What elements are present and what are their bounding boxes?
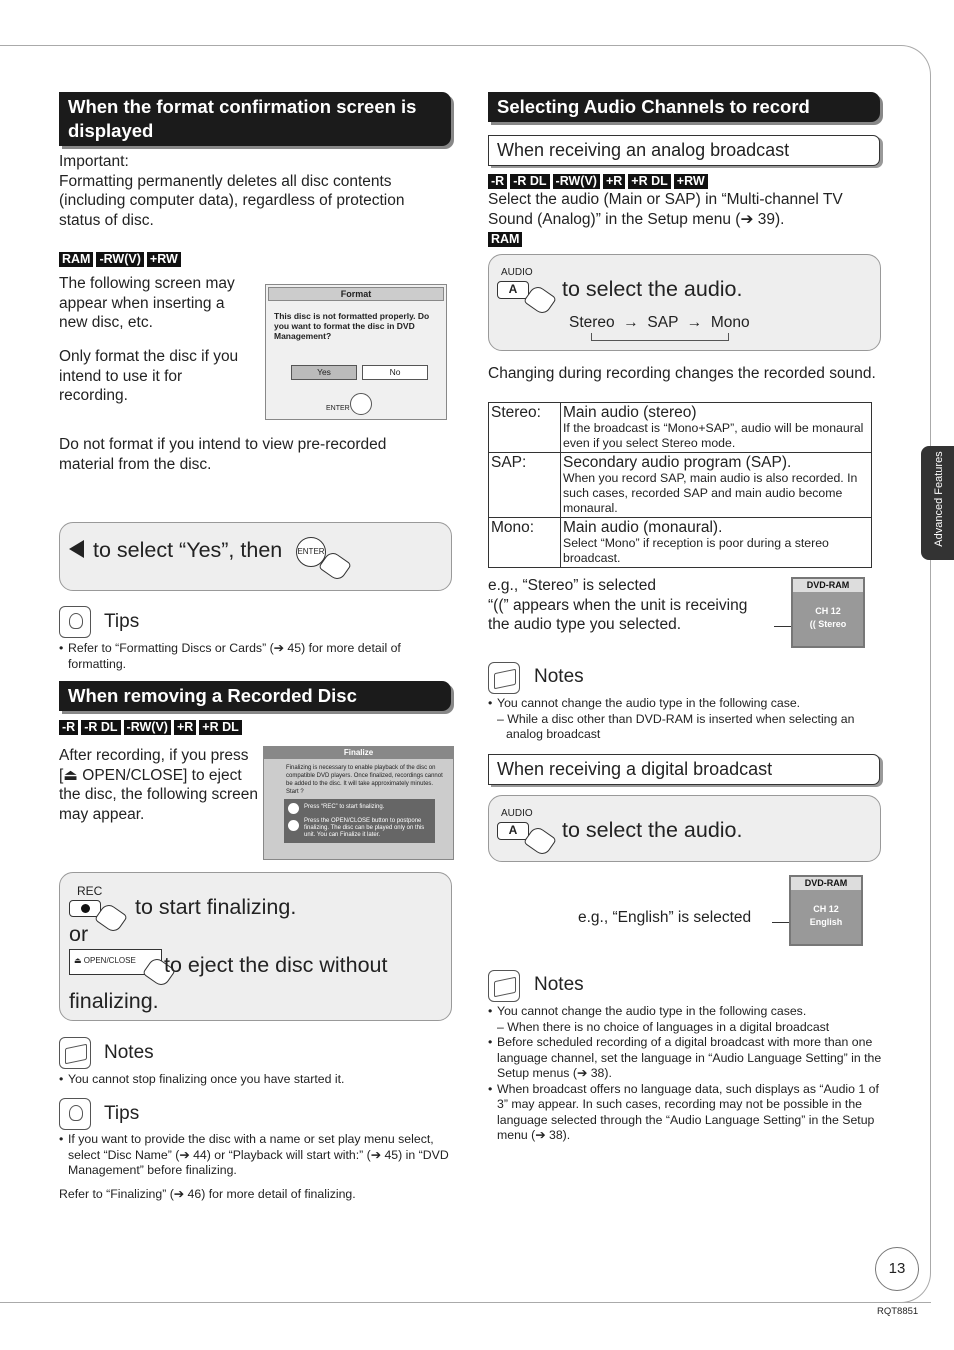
- tag-plus-rdl: +R DL: [199, 720, 241, 735]
- side-tab: [921, 446, 954, 560]
- tips2-text: If you want to provide the disc with a name or set play menu select, select “Disc Name” (➔ 44) or “Playback will start with:” (➔ 45) in “DVD Management” before finalizing.: [68, 1132, 449, 1177]
- select-audio-text-digital: to select the audio.: [562, 818, 743, 842]
- remove-header: When removing a Recorded Disc: [59, 681, 451, 711]
- rec-dot-icon: [288, 803, 299, 814]
- analog-text: Select the audio (Main or SAP) in “Multi-channel TV Sound (Analog)” in the Setup menu (➔ 39).: [488, 191, 843, 228]
- tag-rw: +RW: [147, 252, 181, 267]
- page-frame-bottom: [0, 1302, 931, 1303]
- tag-ram: RAM: [488, 232, 522, 247]
- notes2-line2: – While a disc other than DVD-RAM is inserted when selecting an analog broadcast: [497, 711, 855, 741]
- audio-button-icon: A: [497, 822, 529, 840]
- audio-button-label: AUDIO: [501, 267, 533, 278]
- notes3-b3: When broadcast offers no language data, such displays as “Audio 1 of 3” may appear. In such cases, recording may not be possible in the language selected through the “Audio Language Setting” in the Setup menu (➔ 38).: [497, 1081, 879, 1142]
- format-tags: [59, 250, 184, 268]
- tips2-item: • If you want to provide the disc with a name or set play menu select, select “Disc Name” (➔ 44) or “Playback will start with:” (➔ 45) in “DVD Management” before finalizing.: [59, 1132, 449, 1177]
- tag-r: -R: [488, 174, 507, 189]
- tag-plus-r: +R: [174, 720, 196, 735]
- format-screen-message: This disc is not formatted properly. Do you want to format the disc in DVD Management?: [274, 311, 430, 341]
- ram-tag-wrap: [488, 230, 525, 248]
- open-close-label: ⏏ OPEN/CLOSE: [74, 956, 136, 965]
- row-main: Secondary audio program (SAP).: [563, 454, 792, 471]
- audio-button-icon: A: [497, 281, 529, 299]
- format-header: When the format confirmation screen is displayed: [59, 92, 451, 146]
- tips1-text: Refer to “Formatting Discs or Cards” (➔ 45) for more detail of formatting.: [68, 641, 401, 671]
- notes-label: Notes: [534, 974, 584, 995]
- page-frame-top: [0, 45, 900, 46]
- tag-ram: RAM: [59, 252, 93, 267]
- audio-header: Selecting Audio Channels to record: [488, 92, 880, 122]
- audio-cycle: Stereo → SAP → Mono: [569, 314, 750, 331]
- analog-tags: [488, 172, 711, 190]
- table-row: [489, 518, 872, 568]
- finalize-option-rec: Press “REC” to start finalizing.: [304, 804, 385, 810]
- select-audio-text: to select the audio.: [562, 277, 743, 301]
- finalize-screen-title: Finalize: [264, 747, 453, 759]
- notes3-list: • You cannot change the audio type in the following cases. – When there is no choice of languages in a digital broadcast • Before scheduled recording of a digital broadcast with more than one language channel, set the language in “Audio Language Setting” in the Setup menus (➔ 38). • When broadcast offers no language data, such displays as “Audio 1 of 3” may appear. In such cases, recording may not be possible in the language selected through the “Audio Language Setting” in the Setup menu (➔ 38).: [488, 1004, 882, 1142]
- row-label: Stereo:: [489, 403, 561, 453]
- eject-dot-icon: [288, 820, 299, 831]
- audio-table-wrap: [488, 402, 872, 568]
- or-text: or: [69, 922, 89, 946]
- finalize-screen-message: Finalizing is necessary to enable playback of the disc on compatible DVD players. Once finalized, recordings cannot be added to the disc. It will take approximately minutes. Start ?: [286, 765, 443, 795]
- row-label: Mono:: [489, 518, 561, 568]
- notes3-b2: Before scheduled recording of a digital broadcast with more than one language channel, set the language in “Audio Language Setting” in the Setup menus (➔ 38).: [497, 1035, 882, 1080]
- select-yes-box: [59, 522, 452, 591]
- eg-english: e.g., “English” is selected: [578, 909, 752, 926]
- tag-plus-r: +R: [603, 174, 625, 189]
- display-audio: (( Stereo: [809, 619, 847, 629]
- tips-icon: [59, 1098, 91, 1130]
- select-audio-box-analog: [488, 254, 881, 351]
- format-screen: [265, 284, 447, 420]
- left-arrow-icon: [69, 540, 84, 558]
- tag-plus-rw: +RW: [674, 174, 708, 189]
- select-yes-text: to select “Yes”, then: [93, 538, 283, 562]
- notes-label: Notes: [534, 666, 584, 687]
- page-number: 13: [875, 1247, 919, 1291]
- display-channel: CH 12: [813, 904, 839, 914]
- important-label: Important:: [59, 153, 129, 170]
- cycle-return-arrow: [591, 333, 729, 341]
- row-main: Main audio (monaural).: [563, 519, 723, 536]
- notes-label: Notes: [104, 1042, 154, 1063]
- notes1-item: • You cannot stop finalizing once you have started it.: [59, 1072, 345, 1086]
- audio-button-label: AUDIO: [501, 808, 533, 819]
- tag-rwv: -RW(V): [553, 174, 600, 189]
- row-note: When you record SAP, main audio is also recorded. In such cases, recorded SAP and main audio become monaural.: [563, 471, 858, 515]
- dvd-display-english: [789, 875, 863, 946]
- row-note: If the broadcast is “Mono+SAP”, audio will be monaural even if you select Stereo mode.: [563, 421, 864, 450]
- digital-subheader: When receiving a digital broadcast: [488, 754, 880, 785]
- tips-icon: [59, 606, 91, 638]
- eg-stereo-block: [488, 576, 768, 635]
- notes-icon: [488, 662, 520, 694]
- cycle-stereo: Stereo: [569, 314, 615, 331]
- notes-icon: [59, 1037, 91, 1069]
- tips1-item: • Refer to “Formatting Discs or Cards” (➔ 45) for more detail of formatting.: [59, 641, 401, 671]
- doc-code: RQT8851: [877, 1306, 919, 1317]
- display-top: DVD-RAM: [793, 579, 863, 592]
- notes3-b1: You cannot change the audio type in the following cases.: [497, 1004, 807, 1018]
- format-screen-title: Format: [268, 287, 444, 301]
- cycle-mono: Mono: [710, 314, 750, 331]
- notes2-list: • You cannot change the audio type in the following case. – While a disc other than DVD-RAM is inserted when selecting an analog broadcast: [488, 696, 880, 743]
- important-block: [59, 152, 429, 230]
- select-audio-box-digital: [488, 795, 881, 862]
- cycle-sap: SAP: [647, 314, 679, 331]
- format-p3: Do not format if you intend to view pre-recorded material from the disc.: [59, 436, 387, 473]
- notes-icon: [488, 970, 520, 1002]
- format-enter-label: ENTER: [326, 405, 350, 412]
- table-row: [489, 403, 872, 453]
- tag-rdl: -R DL: [81, 720, 120, 735]
- finalize-action-box: [59, 872, 452, 1021]
- dvd-display-stereo: [791, 577, 865, 648]
- eg-stereo-2: “((” appears when the unit is receiving the audio type you selected.: [488, 596, 748, 633]
- display-channel: CH 12: [815, 606, 841, 616]
- row-desc: [561, 518, 872, 568]
- display-audio: English: [809, 917, 843, 927]
- table-row: [489, 453, 872, 518]
- page-frame-right: [900, 45, 931, 1303]
- format-p1: The following screen may appear when inserting a new disc, etc.: [59, 275, 235, 331]
- enter-button-icon: ENTER: [296, 537, 326, 567]
- tag-r: -R: [59, 720, 78, 735]
- row-desc: [561, 403, 872, 453]
- notes1-text: You cannot stop finalizing once you have started it.: [68, 1072, 345, 1086]
- remove-tags: [59, 718, 245, 736]
- dpad-icon: [350, 393, 372, 415]
- changing-text: Changing during recording changes the recorded sound.: [488, 365, 876, 382]
- tips2-label: Tips: [104, 1103, 140, 1124]
- rec-label: REC: [77, 884, 103, 898]
- audio-table: [488, 402, 872, 568]
- analog-subheader: When receiving an analog broadcast: [488, 135, 880, 166]
- notes3-b1a: – When there is no choice of languages in a digital broadcast: [497, 1019, 830, 1034]
- row-desc: [561, 453, 872, 518]
- eg-stereo: e.g., “Stereo” is selected: [488, 577, 656, 594]
- tag-rwv: -RW(V): [124, 720, 171, 735]
- display-top: DVD-RAM: [791, 877, 861, 890]
- row-label: SAP:: [489, 453, 561, 518]
- refer-finalizing: Refer to “Finalizing” (➔ 46) for more detail of finalizing.: [59, 1187, 356, 1201]
- row-main: Main audio (stereo): [563, 404, 697, 421]
- important-text: Formatting permanently deletes all disc contents (including computer data), regardless of protection status of disc.: [59, 172, 405, 229]
- notes2-line1: You cannot change the audio type in the following case.: [497, 696, 801, 710]
- finalize-line1: to start finalizing.: [135, 895, 297, 919]
- remove-text: After recording, if you press [⏏ OPEN/CLOSE] to eject the disc, the following screen may appear.: [59, 747, 259, 823]
- finalize-screen: [263, 746, 454, 860]
- format-no-button[interactable]: No: [362, 365, 428, 380]
- format-yes-button[interactable]: Yes: [291, 365, 357, 380]
- side-tab-label: Advanced Features: [933, 451, 945, 547]
- tag-rdl: -R DL: [510, 174, 549, 189]
- tag-plus-rdl: +R DL: [628, 174, 670, 189]
- finalize-option-eject: Press the OPEN/CLOSE button to postpone finalizing. The disc can be played only on this unit. You can Finalize it later.: [304, 818, 425, 838]
- finalize-options: [284, 799, 435, 843]
- row-note: Select “Mono” if reception is poor during a stereo broadcast.: [563, 536, 829, 565]
- tag-rwv: -RW(V): [96, 252, 143, 267]
- format-p2: Only format the disc if you intend to use it for recording.: [59, 348, 239, 404]
- tips-label: Tips: [104, 611, 140, 632]
- finalize-line2: to eject the disc without finalizing.: [69, 953, 388, 1013]
